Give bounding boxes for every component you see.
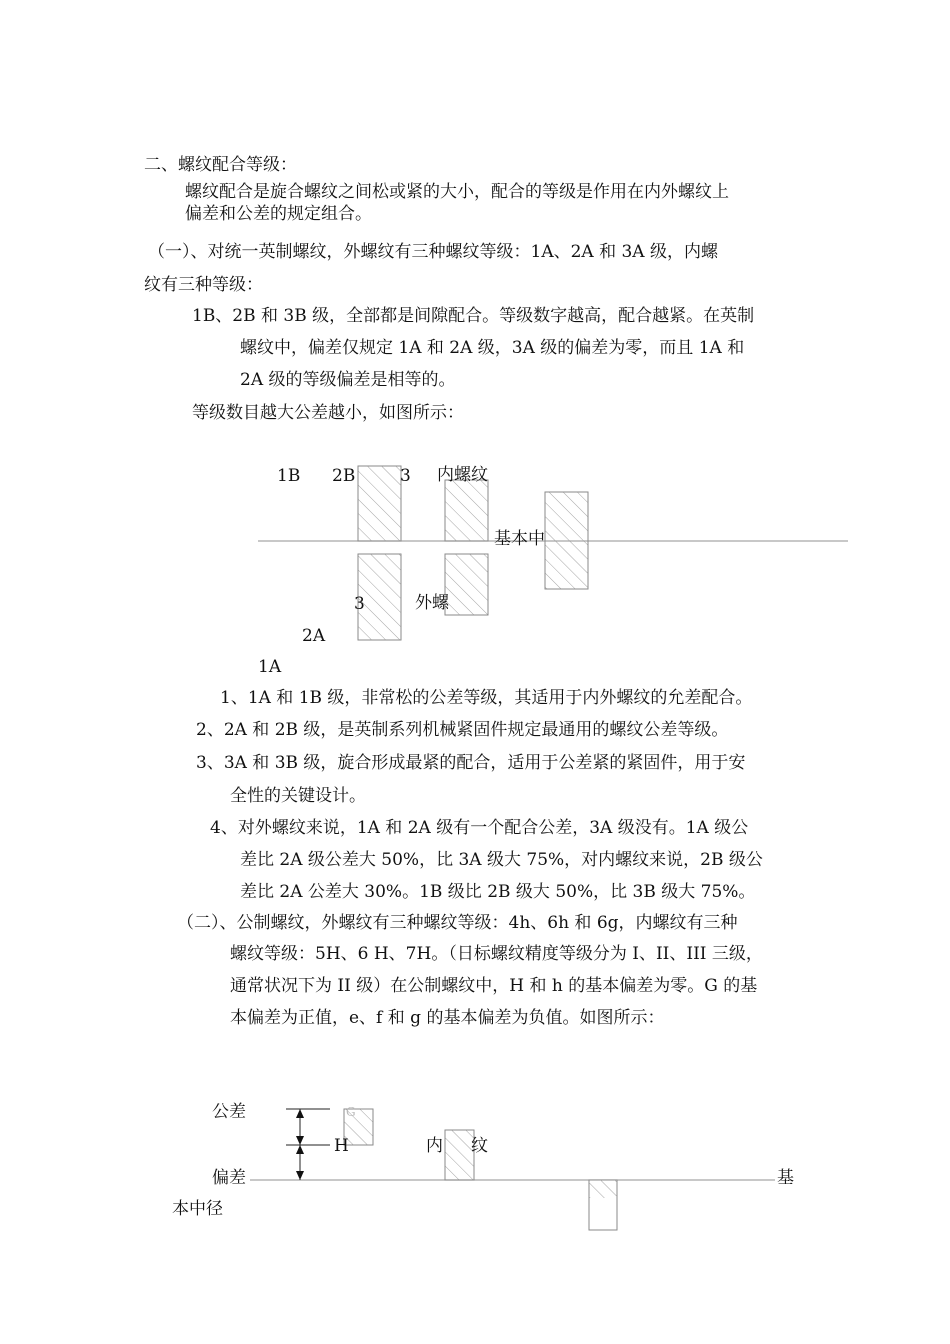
label-ji: 基 xyxy=(777,1168,794,1188)
part1-line-3: 1B、2B 和 3B 级，全部都是间隙配合。等级数字越高，配合越紧。在英制 xyxy=(192,306,755,326)
list-item-4-line-1: 4、对外螺纹来说，1A 和 2A 级有一个配合公差，3A 级没有。1A 级公 xyxy=(210,818,749,838)
label-3a-partial: 3 xyxy=(354,594,365,614)
label-1a: 1A xyxy=(258,657,282,677)
list-item-4-line-2: 差比 2A 级公差大 50%，比 3A 级大 75%，对内螺纹来说，2B 级公 xyxy=(240,850,763,870)
list-item-2: 2、2A 和 2B 级，是英制系列机械紧固件规定最通用的螺纹公差等级。 xyxy=(196,720,729,740)
part1-line-5: 2A 级的等级偏差是相等的。 xyxy=(240,370,456,390)
label-tolerance: 公差 xyxy=(212,1102,246,1122)
intro-line-2: 偏差和公差的规定组合。 xyxy=(185,204,372,224)
arrow-down-2 xyxy=(296,1171,304,1180)
label-internal-a: 内 xyxy=(426,1136,443,1156)
part1-line-1: （一）、对统一英制螺纹，外螺纹有三种螺纹等级：1A、2A 和 3A 级，内螺 xyxy=(148,242,718,262)
h-zone-box xyxy=(445,1130,474,1180)
intro-line-1: 螺纹配合是旋合螺纹之间松或紧的大小，配合的等级是作用在内外螺纹上 xyxy=(185,182,729,202)
list-item-1: 1、1A 和 1B 级，非常松的公差等级，其适用于内外螺纹的允差配合。 xyxy=(220,688,753,708)
arrow-down-1 xyxy=(296,1136,304,1145)
section-heading: 二、螺纹配合等级： xyxy=(144,155,297,175)
label-h: H xyxy=(334,1136,349,1156)
label-internal-b: 纹 xyxy=(471,1136,488,1156)
part2-line-3: 通常状况下为 II 级）在公制螺纹中，H 和 h 的基本偏差为零。G 的基 xyxy=(230,976,758,996)
label-2b: 2B xyxy=(332,466,356,486)
label-3b-partial: 3 xyxy=(400,466,411,486)
part1-line-2: 纹有三种等级： xyxy=(144,275,263,295)
part2-line-1: （二）、公制螺纹，外螺纹有三种螺纹等级：4h、6h 和 6g，内螺纹有三种 xyxy=(177,913,738,933)
label-deviation: 偏差 xyxy=(212,1168,246,1188)
arrow-up-1 xyxy=(296,1109,304,1118)
label-g-partial: G xyxy=(346,1105,356,1119)
arrow-up-2 xyxy=(296,1145,304,1154)
label-1b: 1B xyxy=(277,466,301,486)
part2-line-2: 螺纹等级：5H、6 H、7H。（日标螺纹精度等级分为 I、II、III 三级， xyxy=(230,944,763,964)
label-basic-pitch: 基本中 xyxy=(494,529,545,549)
external-zone-hatch xyxy=(589,1180,617,1198)
part1-line-6: 等级数目越大公差越小，如图所示： xyxy=(192,403,464,423)
label-2a: 2A xyxy=(302,626,326,646)
list-item-4-line-3: 差比 2A 公差大 30%。1B 级比 2B 级大 50%，比 3B 级大 75%。 xyxy=(240,882,756,902)
label-basic-pitch-diameter: 本中径 xyxy=(172,1199,223,1219)
label-external-thread: 外螺 xyxy=(415,593,449,613)
part2-line-4: 本偏差为正值，e、f 和 g 的基本偏差为负值。如图所示： xyxy=(230,1008,665,1028)
list-item-3-line-2: 全性的关键设计。 xyxy=(230,786,366,806)
label-internal-thread: 内螺纹 xyxy=(437,465,488,485)
list-item-3-line-1: 3、3A 和 3B 级，旋合形成最紧的配合，适用于公差紧的紧固件，用于安 xyxy=(196,753,746,773)
part1-line-4: 螺纹中，偏差仅规定 1A 和 2A 级，3A 级的偏差为零，而且 1A 和 xyxy=(240,338,745,358)
